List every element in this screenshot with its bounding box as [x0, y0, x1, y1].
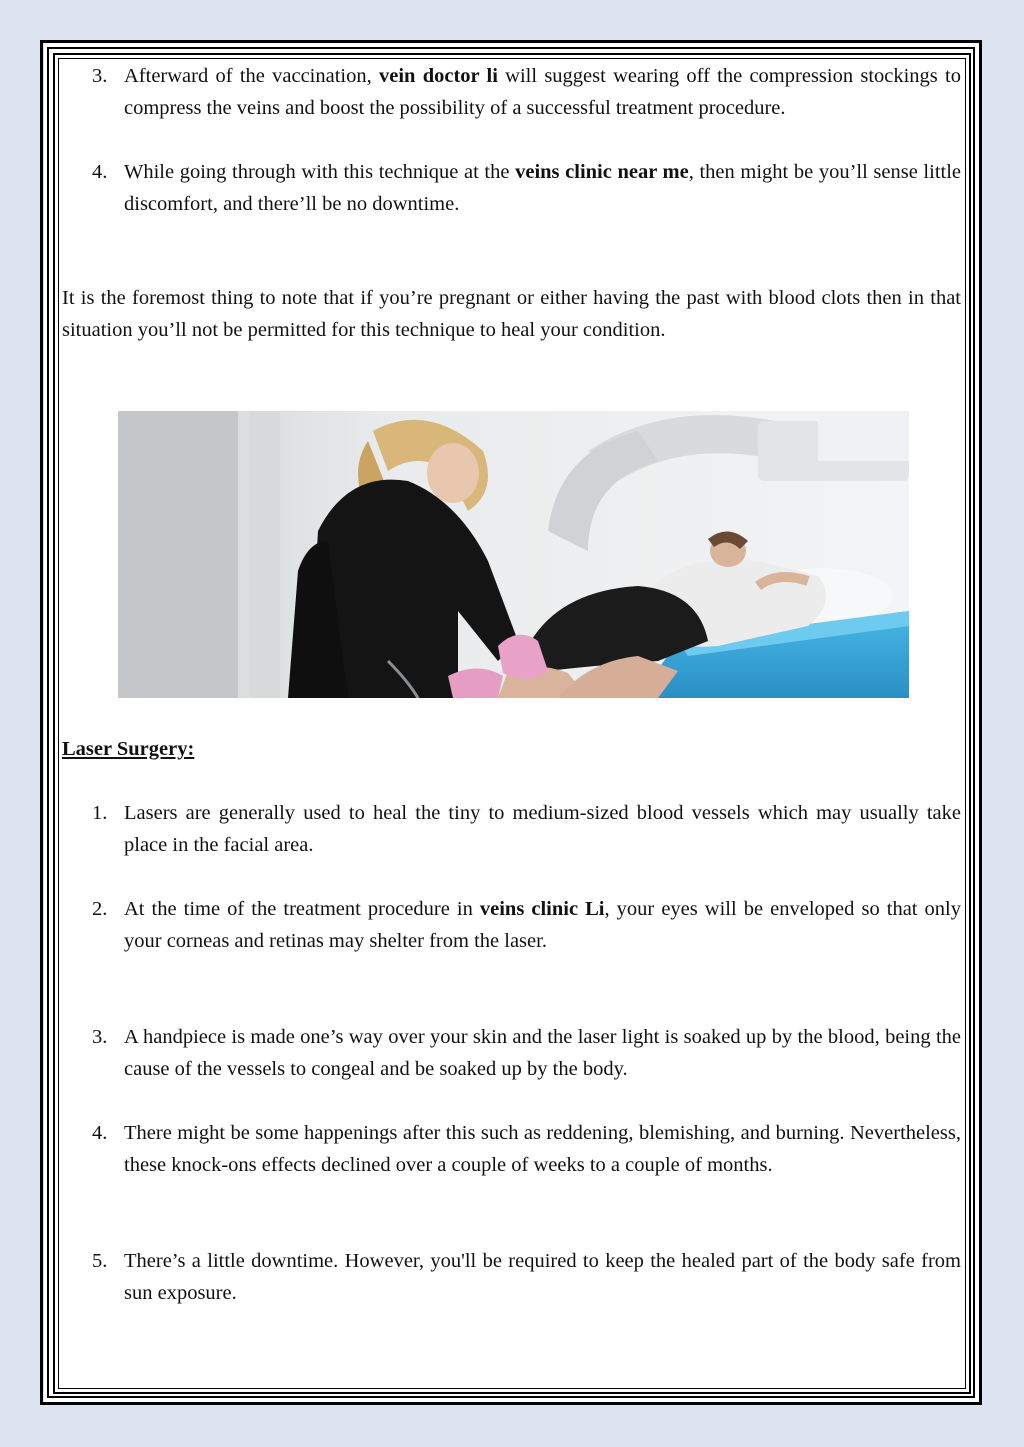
- text-run: will suggest wearing off the compression stockings to compress the veins and boost the possibility of a successful treatment procedure.: [124, 65, 961, 119]
- list-item: [62, 60, 961, 124]
- list-number: 2.: [92, 898, 108, 920]
- list-number: 3.: [92, 1026, 108, 1048]
- keyword-link: veins clinic near me: [515, 161, 689, 183]
- laser-section: [62, 733, 961, 1309]
- clinic-photo: [118, 411, 909, 698]
- list-item: [62, 1245, 961, 1309]
- list-text: There might be some happenings after this such as reddening, blemishing, and burning. Nevertheless, these knock-ons effects declined over a couple of weeks to a couple of months.: [124, 1122, 961, 1176]
- list-item: [62, 1021, 961, 1085]
- text-run: At the time of the treatment procedure in: [124, 898, 480, 920]
- keyword-link: veins clinic Li: [479, 898, 605, 920]
- text-run: , your eyes will be enveloped so that only your corneas and retinas may shelter from the laser.: [124, 898, 962, 952]
- body-paragraph: It is the foremost thing to note that if you’re pregnant or either having the past with blood clots then in that situation you’ll not be permitted for this technique to heal your condition.: [62, 287, 961, 341]
- keyword-link: vein doctor li: [379, 65, 498, 87]
- list-item: [62, 1117, 961, 1181]
- list-number: 3.: [92, 65, 108, 87]
- list-item: [62, 156, 961, 220]
- list-number: 4.: [92, 1122, 108, 1144]
- list-text: There’s a little downtime. However, you'll be required to keep the healed part of the body safe from sun exposure.: [124, 1250, 961, 1304]
- list-item: [62, 797, 961, 861]
- list-item: [62, 893, 961, 957]
- text-run: Afterward of the vaccination,: [124, 65, 379, 87]
- section-heading: Laser Surgery:: [62, 738, 195, 760]
- text-run: While going through with this technique at the: [124, 161, 516, 183]
- list-number: 1.: [92, 802, 108, 824]
- list-text: [124, 893, 961, 957]
- text-run: , then might be you’ll sense little discomfort, and there’ll be no downtime.: [124, 161, 961, 215]
- list-number: 5.: [92, 1250, 108, 1272]
- list-number: 4.: [92, 161, 108, 183]
- list-text: Lasers are generally used to heal the tiny to medium-sized blood vessels which may usually take place in the facial area.: [124, 802, 961, 856]
- list-text: [124, 60, 961, 124]
- document-content: [62, 60, 961, 346]
- list-text: [124, 156, 961, 220]
- list-text: A handpiece is made one’s way over your skin and the laser light is soaked up by the blood, being the cause of the vessels to congeal and be soaked up by the body.: [124, 1026, 961, 1080]
